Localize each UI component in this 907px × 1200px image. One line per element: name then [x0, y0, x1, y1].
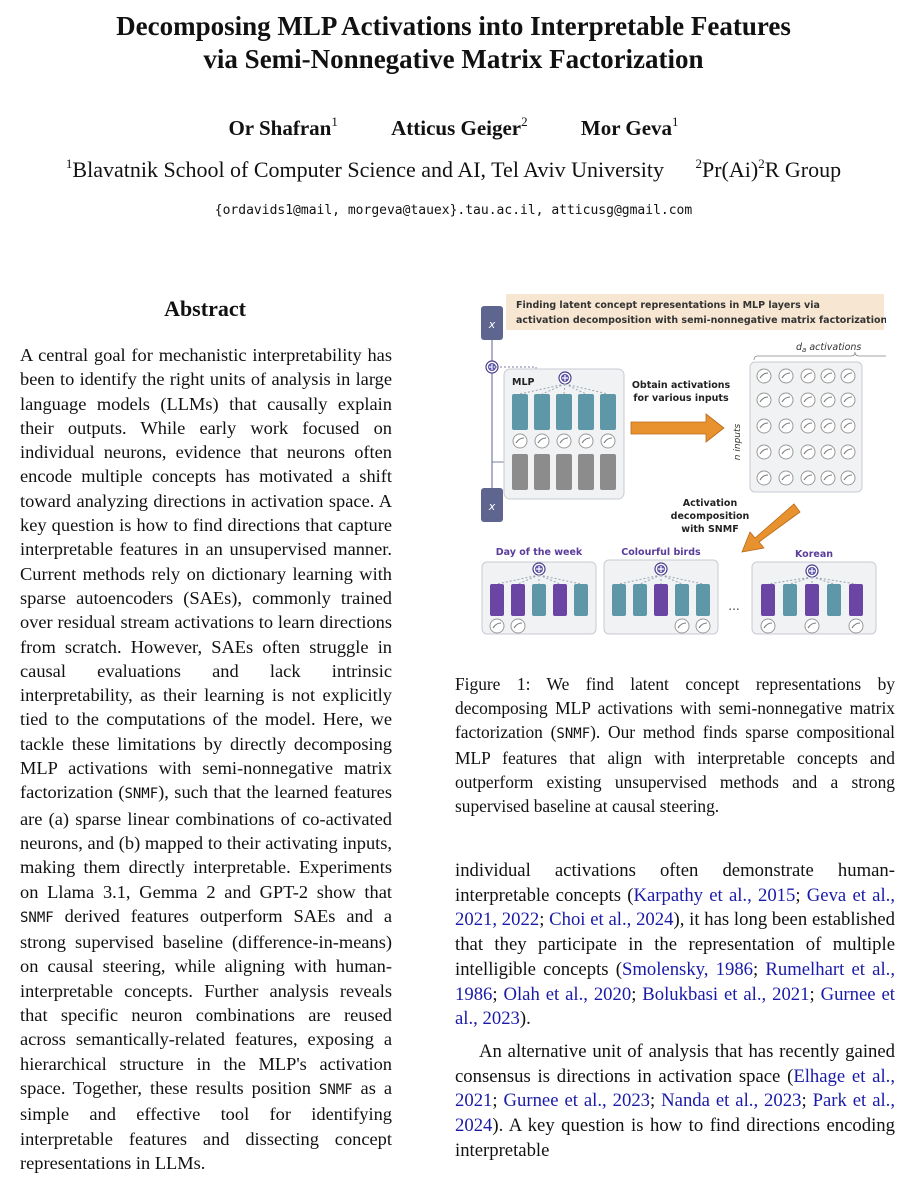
- author-2: Atticus Geiger$^2$: [391, 114, 528, 140]
- author-emails: {ordavids1@mail, morgeva@tauex}.tau.ac.il, atticusg@gmail.com: [214, 203, 693, 218]
- mlp-neuron-teal: [556, 394, 572, 430]
- title-line-2: via Semi-Nonnegative Matrix Factorization: [203, 44, 704, 74]
- arrow1-line-1: Obtain activations: [631, 380, 731, 391]
- citation[interactable]: Rumelhart et al., 1986: [455, 958, 895, 1005]
- citation[interactable]: Choi et al., 2024: [549, 909, 674, 931]
- concept-panel-korean: [752, 562, 876, 634]
- citation[interactable]: Olah et al., 2020: [503, 983, 632, 1005]
- author-1: Or Shafran$^1$: [228, 114, 338, 140]
- da-activations-label: $d_a$ activations: [796, 342, 862, 354]
- x-in-label: x: [488, 500, 496, 513]
- banner-line-2: activation decomposition with semi-nonnegative matrix factorization: [516, 315, 886, 326]
- mlp-add-icon: [559, 372, 571, 384]
- title-line-1: Decomposing MLP Activations into Interpretable Features: [116, 11, 791, 41]
- mlp-input-gray: [556, 454, 572, 490]
- citation[interactable]: Karpathy et al., 2015: [633, 884, 796, 906]
- arrow-decomposition: [742, 504, 800, 552]
- mlp-neuron-teal: [534, 394, 550, 430]
- abstract-heading: Abstract: [164, 296, 246, 321]
- panel-ellipsis: ...: [728, 599, 740, 613]
- citation[interactable]: Gurnee et al., 2023: [455, 983, 895, 1030]
- affiliation-2: $^2Pr(Ai)^2R$ Group: [695, 156, 842, 182]
- mlp-input-gray: [600, 454, 616, 490]
- citation[interactable]: Park et al., 2024: [455, 1090, 896, 1137]
- mlp-neuron-teal: [578, 394, 594, 430]
- affiliations: $^1$Blavatnik School of Computer Science and AI, Tel Aviv University $^2Pr(Ai)^2R$ Group: [65, 156, 842, 182]
- banner-line-1: Finding latent concept representations in MLP layers via: [516, 300, 820, 311]
- citation[interactable]: Nanda et al., 2023: [661, 1090, 802, 1112]
- x-out-label: x: [488, 318, 496, 331]
- arrow-obtain-activations: [631, 414, 724, 442]
- paper-title: [0, 10, 907, 76]
- figure-1: [476, 292, 886, 637]
- citation[interactable]: Gurnee et al., 2023: [503, 1090, 651, 1112]
- citation[interactable]: Bolukbasi et al., 2021: [642, 983, 810, 1005]
- figure-1-caption: Figure 1: We find latent concept representations by decomposing MLP activations with semi-nonnegative matrix factorization (SNMF). Our method finds sparse compositional MLP features that align with interpretable concepts and outperform existing unsupervised methods and a strong supervised baseline at causal steering.: [455, 674, 895, 816]
- author-list: [0, 116, 907, 141]
- arrow2-line-2: decomposition: [670, 511, 750, 522]
- citation[interactable]: Geva et al., 2021, 2022: [455, 884, 895, 931]
- concept-panel-birds: [604, 560, 718, 634]
- abstract-text: A central goal for mechanistic interpretability has been to identify the right units of analysis in large language models (LLMs) that causally explain their outputs. While early work focused on individual neurons, evidence that neurons often encode multiple concepts has motivated a shift toward analyzing directions in activation space. A key question is how to find directions that capture interpretable features in an unsupervised manner. Current methods rely on dictionary learning with sparse autoencoders (SAEs), commonly trained over residual stream activations to learn directions from scratch. However, SAEs often struggle in causal evaluations and lack intrinsic interpretability, as their learning is not explicitly tied to the computations of the model. Here, we tackle these limitations by directly decomposing MLP activations with semi-nonnegative matrix factorization (SNMF), such that the learned features are (a) sparse linear combinations of co-activated neurons, and (b) mapped to their activating inputs, making them directly interpretable. Experiments on Llama 3.1, Gemma 2 and GPT-2 show that SNMF derived features outperform SAEs and a strong supervised baseline (difference-in-means) on causal steering, while aligning with human-interpretable concepts. Further analysis reveals that specific neuron combinations are reused across semantically-related features, exposing a hierarchical structure in the MLP's activation space. Together, these results position SNMF as a simple and effective tool for identifying interpretable features and dissecting concept representations in LLMs.: [20, 345, 392, 1173]
- concept-label-birds: Colourful birds: [621, 547, 701, 558]
- concept-label-korean: Korean: [794, 549, 834, 560]
- mlp-label: MLP: [512, 377, 535, 388]
- n-inputs-label: n inputs: [733, 423, 743, 461]
- body-text: [455, 859, 895, 1163]
- concept-label-day: Day of the week: [495, 547, 583, 558]
- concept-panel-day: [482, 562, 596, 634]
- arrow1-line-2: for various inputs: [633, 393, 729, 404]
- mlp-input-gray: [578, 454, 594, 490]
- affiliation-1: Blavatnik School of Computer Science and AI, Tel Aviv University: [72, 157, 664, 182]
- arrow2-line-3: with SNMF: [681, 524, 739, 535]
- body-paragraph-2: An alternative unit of analysis that has recently gained consensus is directions in activation space (Elhage et al., 2021; Gurnee et al., 2023; Nanda et al., 2023; Park et al., 2024). A key question is how to find directions encoding interpretable: [455, 1040, 896, 1161]
- figure-1-diagram: [476, 292, 886, 637]
- citation[interactable]: Smolensky, 1986: [621, 958, 754, 980]
- author-3: Mor Geva$^1$: [580, 114, 679, 140]
- body-paragraph-1: individual activations often demonstrate human-interpretable concepts (Karpathy et al., 2015; Geva et al., 2021, 2022; Choi et al., 2024), it has long been established that they participate in the representation of multiple intelligible concepts (Smolensky, 1986; Rumelhart et al., 1986; Olah et al., 2020; Bolukbasi et al., 2021; Gurnee et al., 2023).: [455, 860, 895, 1030]
- mlp-neuron-teal: [512, 394, 528, 430]
- mlp-neuron-teal: [600, 394, 616, 430]
- mlp-input-gray: [512, 454, 528, 490]
- citation[interactable]: Elhage et al., 2021: [455, 1065, 895, 1112]
- mlp-input-gray: [534, 454, 550, 490]
- arrow2-line-1: Activation: [682, 498, 738, 509]
